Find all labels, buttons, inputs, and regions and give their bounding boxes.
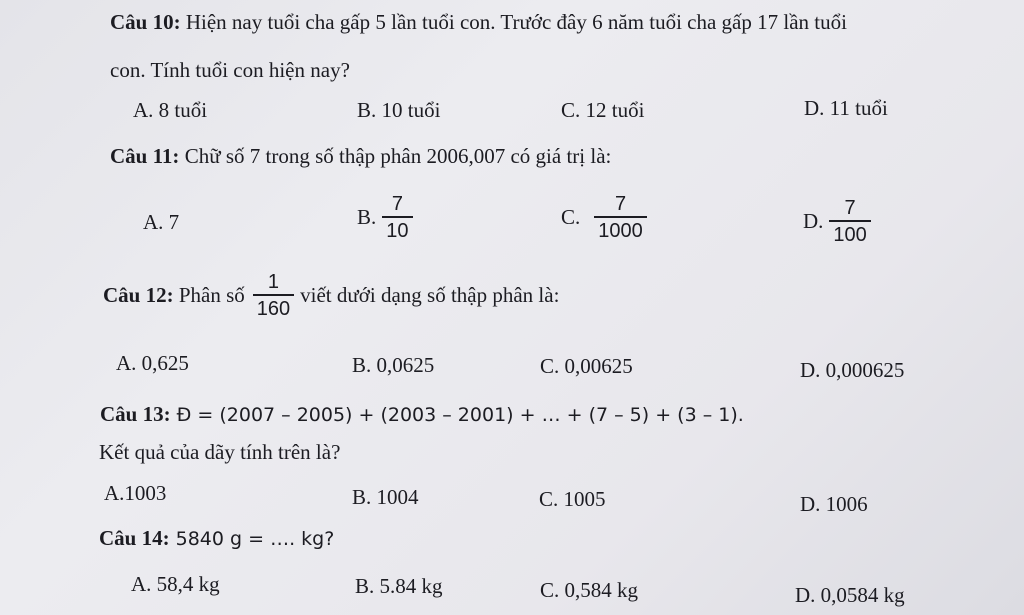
- fraction-denominator: 10: [386, 219, 409, 242]
- question-11-option-b-fraction: [382, 194, 412, 241]
- question-12-text-after: viết dưới dạng số thập phân là:: [300, 282, 560, 307]
- question-13-expression: Đ = (2007 – 2005) + (2003 – 2001) + … + (7 – 5) + (3 – 1).: [170, 404, 744, 426]
- question-11-option-c: [561, 194, 647, 241]
- question-11-option-d: [803, 198, 871, 245]
- question-13: [100, 404, 744, 425]
- fraction-denominator: 1000: [598, 219, 643, 242]
- question-10-option-c: C. 12 tuổi: [561, 98, 645, 122]
- fraction-numerator: 7: [391, 193, 403, 215]
- fraction-numerator: 7: [614, 193, 627, 215]
- question-11-option-b: [357, 194, 413, 241]
- question-14-option-d: D. 0,0584 kg: [795, 583, 905, 607]
- question-12-option-d: D. 0,000625: [800, 358, 905, 382]
- question-11-label: Câu 11:: [110, 144, 180, 168]
- question-11-option-c-fraction: [594, 194, 647, 241]
- fraction-denominator: 100: [833, 223, 867, 246]
- question-10-option-d: D. 11 tuổi: [804, 96, 888, 120]
- question-11-option-c-prefix: C.: [561, 204, 581, 229]
- question-14-expression: 5840 g = …. kg?: [169, 528, 335, 550]
- fraction-numerator: 1: [267, 271, 280, 293]
- question-12-text-before: Phân số: [173, 282, 245, 307]
- question-12-option-c: C. 0,00625: [540, 354, 633, 378]
- question-11-option-d-prefix: D.: [803, 208, 824, 233]
- question-13-text-line2: Kết quả của dãy tính trên là?: [99, 440, 341, 464]
- question-12-option-a: A. 0,625: [116, 351, 189, 375]
- question-11: [110, 146, 611, 167]
- question-11-option-b-prefix: B.: [357, 204, 377, 229]
- question-12-option-b: B. 0,0625: [352, 353, 435, 377]
- question-10-option-b: B. 10 tuổi: [357, 98, 441, 122]
- question-14-option-a: A. 58,4 kg: [131, 572, 220, 596]
- question-13-label: Câu 13:: [100, 402, 171, 426]
- question-12-label: Câu 12:: [103, 282, 174, 307]
- question-11-option-a: A. 7: [143, 210, 180, 234]
- fraction-denominator: 160: [256, 297, 291, 320]
- question-14: [99, 528, 334, 549]
- question-11-option-d-fraction: [829, 198, 870, 245]
- question-10-label: Câu 10:: [110, 10, 181, 34]
- question-10-option-a: A. 8 tuổi: [133, 98, 208, 122]
- question-10: [110, 12, 847, 33]
- question-10-text-line2: con. Tính tuổi con hiện nay?: [110, 58, 350, 82]
- question-12: [103, 272, 559, 319]
- question-10-text-line1: Hiện nay tuổi cha gấp 5 lần tuổi con. Trước đây 6 năm tuổi cha gấp 17 lần tuổi: [180, 10, 847, 34]
- question-13-option-c: C. 1005: [539, 487, 606, 511]
- question-12-fraction: [253, 272, 294, 319]
- question-11-text: Chữ số 7 trong số thập phân 2006,007 có giá trị là:: [179, 144, 612, 168]
- question-14-option-b: B. 5.84 kg: [355, 574, 443, 598]
- fraction-numerator: 7: [844, 197, 856, 219]
- question-14-option-c: C. 0,584 kg: [540, 578, 639, 602]
- question-13-option-b: B. 1004: [352, 485, 419, 509]
- question-14-label: Câu 14:: [99, 526, 170, 550]
- question-13-option-d: D. 1006: [800, 492, 868, 516]
- question-13-option-a: A.1003: [104, 481, 167, 505]
